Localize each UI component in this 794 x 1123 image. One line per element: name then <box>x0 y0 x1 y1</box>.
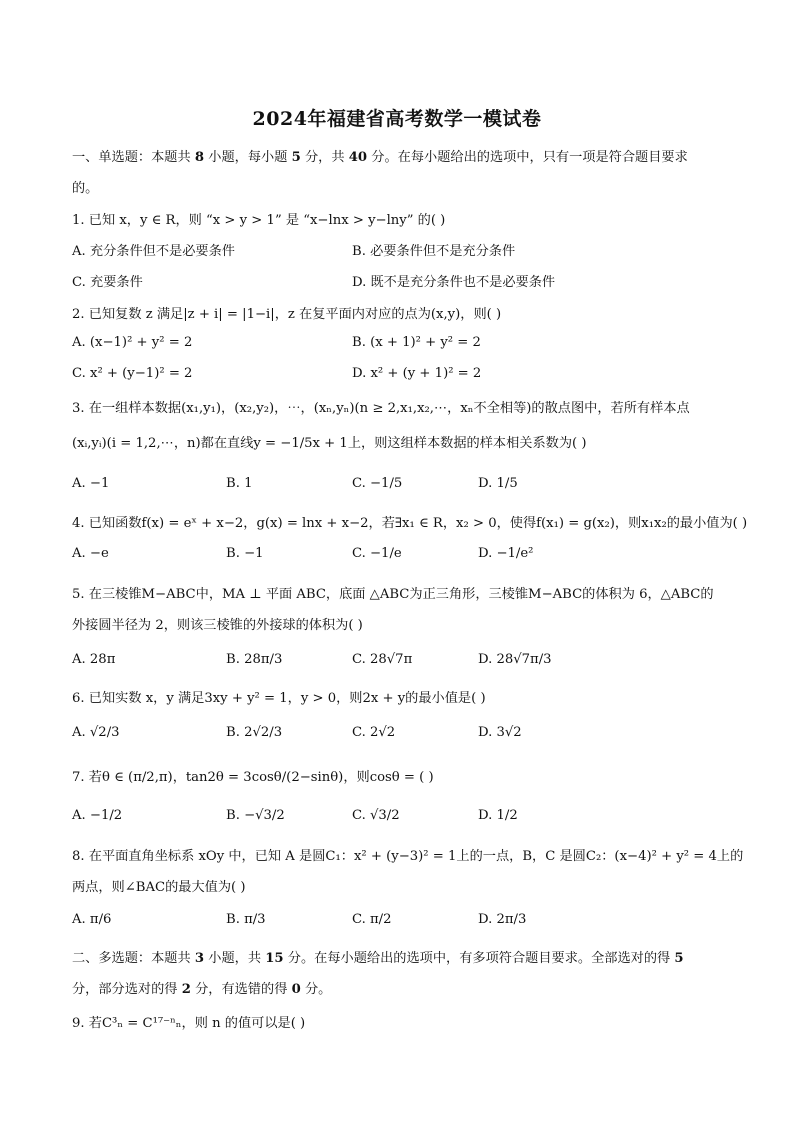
q5-stem-line1: 5. 在三棱锥M−ABC中，MA ⊥ 平面 ABC，底面 △ABC为正三角形，三棱锥M−ABC的体积为 6，△ABC的 <box>72 587 714 602</box>
q2-option-a: A. (x−1)² + y² = 2 <box>72 335 193 350</box>
q3-option-c: C. −1/5 <box>352 476 403 491</box>
q3-option-d: D. 1/5 <box>478 476 518 491</box>
q9-stem: 9. 若C³ₙ = C¹⁷⁻ⁿₙ，则 n 的值可以是( ) <box>72 1016 306 1031</box>
q5-option-b: B. 28π/3 <box>226 652 283 667</box>
q7-stem: 7. 若θ ∈ (π/2,π)，tan2θ = 3cosθ/(2−sinθ)，则cosθ = ( ) <box>72 770 434 785</box>
q6-option-d: D. 3√2 <box>478 725 522 740</box>
q8-option-d: D. 2π/3 <box>478 912 527 927</box>
q5-option-c: C. 28√7π <box>352 652 413 667</box>
q2-option-c: C. x² + (y−1)² = 2 <box>72 366 193 381</box>
q6-option-c: C. 2√2 <box>352 725 396 740</box>
q7-option-b: B. −√3/2 <box>226 808 285 823</box>
q5-option-d: D. 28√7π/3 <box>478 652 552 667</box>
q5-option-a: A. 28π <box>72 652 116 667</box>
q4-option-a: A. −e <box>72 546 109 561</box>
q2-option-b: B. (x + 1)² + y² = 2 <box>352 335 481 350</box>
q1-option-c: C. 充要条件 <box>72 275 143 290</box>
q8-option-b: B. π/3 <box>226 912 266 927</box>
q4-option-b: B. −1 <box>226 546 264 561</box>
q7-option-c: C. √3/2 <box>352 808 400 823</box>
section2-header-line1: 二、多选题：本题共 3 小题，共 15 分。在每小题给出的选项中，有多项符合题目要求。全部选对的得 5 <box>72 951 684 966</box>
q3-stem-line1: 3. 在一组样本数据(x₁,y₁)，(x₂,y₂)，⋯，(xₙ,yₙ)(n ≥ 2,x₁,x₂,⋯，xₙ不全相等)的散点图中，若所有样本点 <box>72 401 690 416</box>
q7-option-d: D. 1/2 <box>478 808 518 823</box>
q2-option-d: D. x² + (y + 1)² = 2 <box>352 366 482 381</box>
q1-option-d: D. 既不是充分条件也不是必要条件 <box>352 275 556 290</box>
q3-stem-line2: (xᵢ,yᵢ)(i = 1,2,⋯，n)都在直线y = −1/5x + 1上，则这组样本数据的样本相关系数为( ) <box>72 436 587 451</box>
section2-header-line2: 分，部分选对的得 2 分，有选错的得 0 分。 <box>72 982 332 997</box>
q1-stem: 1. 已知 x，y ∈ R，则 “x > y > 1” 是 “x−lnx > y−lny” 的( ) <box>72 213 446 228</box>
section1-header-line2: 的。 <box>72 181 99 196</box>
q7-option-a: A. −1/2 <box>72 808 123 823</box>
q8-option-a: A. π/6 <box>72 912 112 927</box>
q8-stem-line2: 两点，则∠BAC的最大值为( ) <box>72 880 246 895</box>
q1-option-b: B. 必要条件但不是充分条件 <box>352 244 516 259</box>
section1-header-line1: 一、单选题：本题共 8 小题，每小题 5 分，共 40 分。在每小题给出的选项中，只有一项是符合题目要求 <box>72 150 688 165</box>
q8-stem-line1: 8. 在平面直角坐标系 xOy 中，已知 A 是圆C₁：x² + (y−3)² = 1上的一点，B，C 是圆C₂：(x−4)² + y² = 4上的 <box>72 849 744 864</box>
q4-option-c: C. −1/e <box>352 546 402 561</box>
q5-stem-line2: 外接圆半径为 2，则该三棱锥的外接球的体积为( ) <box>72 618 363 633</box>
q6-option-b: B. 2√2/3 <box>226 725 283 740</box>
q3-option-b: B. 1 <box>226 476 253 491</box>
q8-option-c: C. π/2 <box>352 912 392 927</box>
q6-stem: 6. 已知实数 x，y 满足3xy + y² = 1，y > 0，则2x + y的最小值是( ) <box>72 691 486 706</box>
q3-option-a: A. −1 <box>72 476 110 491</box>
q4-stem: 4. 已知函数f(x) = eˣ + x−2，g(x) = lnx + x−2，若∃x₁ ∈ R，x₂ > 0，使得f(x₁) = g(x₂)，则x₁x₂的最小值为( ) <box>72 516 748 531</box>
q2-stem: 2. 已知复数 z 满足|z + i| = |1−i|，z 在复平面内对应的点为(x,y)，则( ) <box>72 307 502 322</box>
page-title: 2024年福建省高考数学一模试卷 <box>252 108 542 130</box>
q1-option-a: A. 充分条件但不是必要条件 <box>72 244 235 259</box>
q6-option-a: A. √2/3 <box>72 725 120 740</box>
q4-option-d: D. −1/e² <box>478 546 534 561</box>
